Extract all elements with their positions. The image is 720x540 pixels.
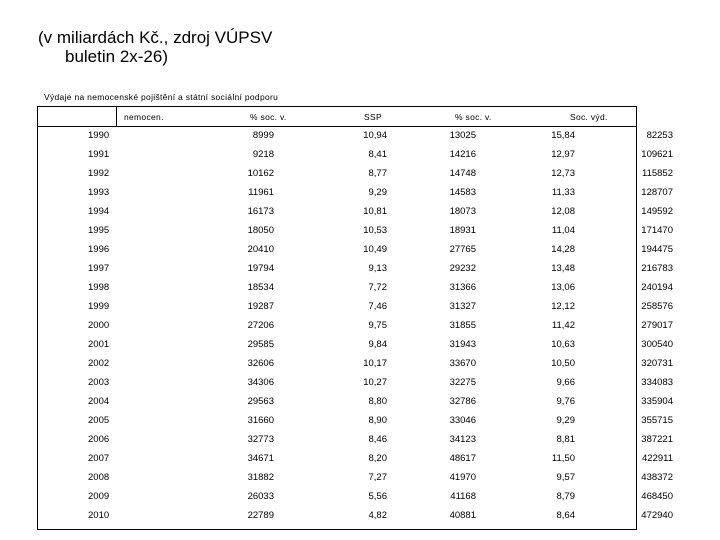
soc-vyd-cell: 82253 <box>646 130 673 141</box>
ssp-cell: 31327 <box>449 301 476 312</box>
column-header-soc-vyd: Soc. výd. <box>570 112 608 122</box>
table-row <box>38 316 673 335</box>
nemocen-cell: 32606 <box>247 358 274 369</box>
year-cell: 2007 <box>88 453 110 464</box>
table-row <box>38 449 673 468</box>
pct-soc-cell: 10,53 <box>363 225 387 236</box>
pct-soc-cell: 10,49 <box>363 244 387 255</box>
table-row <box>38 221 673 240</box>
pct-soc-ssp-cell: 9,76 <box>556 396 575 407</box>
pct-soc-ssp-cell: 12,12 <box>551 301 575 312</box>
pct-soc-cell: 8,77 <box>368 168 387 179</box>
table-row <box>38 278 673 297</box>
nemocen-cell: 18534 <box>247 282 274 293</box>
table-row <box>38 126 673 145</box>
pct-soc-ssp-cell: 9,29 <box>556 415 575 426</box>
nemocen-cell: 22789 <box>247 510 274 521</box>
pct-soc-ssp-cell: 11,04 <box>551 225 575 236</box>
data-table <box>37 106 673 530</box>
pct-soc-cell: 4,82 <box>368 510 387 521</box>
ssp-cell: 13025 <box>449 130 476 141</box>
ssp-cell: 18931 <box>449 225 476 236</box>
soc-vyd-cell: 216783 <box>641 263 673 274</box>
table-row <box>38 487 673 506</box>
year-cell: 2010 <box>88 510 110 521</box>
nemocen-cell: 32773 <box>247 434 274 445</box>
pct-soc-ssp-cell: 14,28 <box>551 244 575 255</box>
year-cell: 1992 <box>88 168 110 179</box>
column-header-ssp: SSP <box>364 112 382 122</box>
ssp-cell: 29232 <box>449 263 476 274</box>
pct-soc-cell: 5,56 <box>368 491 387 502</box>
heading-line-1: (v miliardách Kč., zdroj VÚPSV <box>38 28 273 47</box>
soc-vyd-cell: 194475 <box>641 244 673 255</box>
year-cell: 1997 <box>88 263 110 274</box>
table-row <box>38 240 673 259</box>
nemocen-cell: 16173 <box>247 206 274 217</box>
nemocen-cell: 29563 <box>247 396 274 407</box>
nemocen-cell: 20410 <box>247 244 274 255</box>
ssp-cell: 41168 <box>450 491 476 502</box>
pct-soc-ssp-cell: 8,79 <box>556 491 575 502</box>
table-row <box>38 373 673 392</box>
soc-vyd-cell: 149592 <box>641 206 673 217</box>
pct-soc-ssp-cell: 12,97 <box>551 149 575 160</box>
column-header-nemocen: nemocen. <box>124 112 164 122</box>
ssp-cell: 33046 <box>449 415 476 426</box>
ssp-cell: 32786 <box>449 396 476 407</box>
soc-vyd-cell: 387221 <box>641 434 673 445</box>
year-cell: 2005 <box>88 415 110 426</box>
pct-soc-cell: 8,46 <box>368 434 387 445</box>
pct-soc-cell: 10,81 <box>363 206 387 217</box>
pct-soc-ssp-cell: 15,84 <box>551 130 575 141</box>
year-cell: 1996 <box>88 244 110 255</box>
soc-vyd-cell: 334083 <box>641 377 673 388</box>
pct-soc-cell: 10,17 <box>363 358 387 369</box>
nemocen-cell: 29585 <box>247 339 274 350</box>
soc-vyd-cell: 128707 <box>641 187 673 198</box>
soc-vyd-cell: 355715 <box>641 415 673 426</box>
ssp-cell: 48617 <box>449 453 476 464</box>
year-cell: 2003 <box>88 377 110 388</box>
pct-soc-ssp-cell: 13,48 <box>551 263 575 274</box>
pct-soc-cell: 7,46 <box>368 301 387 312</box>
table-row <box>38 259 673 278</box>
nemocen-cell: 11961 <box>248 187 274 198</box>
ssp-cell: 14216 <box>449 149 476 160</box>
table-row <box>38 183 673 202</box>
year-cell: 1994 <box>88 206 110 217</box>
table-caption: Výdaje na nemocenské pojištění a státní sociální podporu <box>44 92 279 102</box>
nemocen-cell: 9218 <box>252 149 274 160</box>
soc-vyd-cell: 300540 <box>641 339 673 350</box>
pct-soc-cell: 9,13 <box>368 263 387 274</box>
pct-soc-cell: 9,29 <box>368 187 387 198</box>
table-row <box>38 392 673 411</box>
column-header-pct-2: % soc. v. <box>455 112 492 122</box>
pct-soc-ssp-cell: 11,42 <box>551 320 575 331</box>
pct-soc-ssp-cell: 9,57 <box>556 472 575 483</box>
ssp-cell: 14583 <box>449 187 476 198</box>
ssp-cell: 40881 <box>449 510 476 521</box>
year-cell: 1998 <box>88 282 110 293</box>
soc-vyd-cell: 171470 <box>641 225 673 236</box>
page-heading <box>38 28 272 66</box>
header-divider <box>116 107 117 126</box>
table-row <box>38 164 673 183</box>
table-row <box>38 202 673 221</box>
ssp-cell: 18073 <box>449 206 476 217</box>
soc-vyd-cell: 109621 <box>641 149 673 160</box>
year-cell: 2008 <box>88 472 110 483</box>
soc-vyd-cell: 422911 <box>642 453 673 464</box>
pct-soc-ssp-cell: 11,33 <box>551 187 575 198</box>
soc-vyd-cell: 240194 <box>641 282 673 293</box>
soc-vyd-cell: 320731 <box>641 358 673 369</box>
nemocen-cell: 31882 <box>247 472 274 483</box>
nemocen-cell: 26033 <box>247 491 274 502</box>
nemocen-cell: 19794 <box>247 263 274 274</box>
pct-soc-cell: 8,80 <box>368 396 387 407</box>
soc-vyd-cell: 115852 <box>642 168 673 179</box>
nemocen-cell: 19287 <box>247 301 274 312</box>
soc-vyd-cell: 258576 <box>641 301 673 312</box>
table-row <box>38 430 673 449</box>
table-row <box>38 506 673 525</box>
year-cell: 2002 <box>88 358 110 369</box>
ssp-cell: 31366 <box>449 282 476 293</box>
nemocen-cell: 10162 <box>247 168 274 179</box>
pct-soc-ssp-cell: 12,08 <box>551 206 575 217</box>
table-row <box>38 468 673 487</box>
year-cell: 2006 <box>88 434 110 445</box>
pct-soc-cell: 9,84 <box>368 339 387 350</box>
pct-soc-ssp-cell: 12,73 <box>551 168 575 179</box>
ssp-cell: 32275 <box>449 377 476 388</box>
soc-vyd-cell: 335904 <box>641 396 673 407</box>
table-row <box>38 335 673 354</box>
pct-soc-ssp-cell: 10,63 <box>551 339 575 350</box>
soc-vyd-cell: 468450 <box>641 491 673 502</box>
table-header-row <box>38 107 636 127</box>
year-cell: 1999 <box>88 301 110 312</box>
pct-soc-cell: 10,94 <box>363 130 387 141</box>
soc-vyd-cell: 279017 <box>641 320 673 331</box>
year-cell: 2000 <box>88 320 110 331</box>
year-cell: 2004 <box>88 396 110 407</box>
ssp-cell: 14748 <box>449 168 476 179</box>
year-cell: 2009 <box>88 491 110 502</box>
heading-line-2: buletin 2x-26) <box>65 47 169 66</box>
nemocen-cell: 34306 <box>247 377 274 388</box>
nemocen-cell: 31660 <box>247 415 274 426</box>
year-cell: 1991 <box>88 149 110 160</box>
nemocen-cell: 34671 <box>247 453 274 464</box>
ssp-cell: 31855 <box>449 320 476 331</box>
pct-soc-cell: 8,41 <box>368 149 387 160</box>
pct-soc-ssp-cell: 9,66 <box>556 377 575 388</box>
table-row <box>38 297 673 316</box>
pct-soc-cell: 7,27 <box>368 472 387 483</box>
soc-vyd-cell: 438372 <box>641 472 673 483</box>
table-row <box>38 354 673 373</box>
pct-soc-cell: 9,75 <box>368 320 387 331</box>
table-row <box>38 145 673 164</box>
ssp-cell: 31943 <box>449 339 476 350</box>
nemocen-cell: 27206 <box>247 320 274 331</box>
pct-soc-ssp-cell: 8,81 <box>556 434 575 445</box>
nemocen-cell: 18050 <box>247 225 274 236</box>
nemocen-cell: 8999 <box>252 130 274 141</box>
pct-soc-ssp-cell: 11,50 <box>551 453 575 464</box>
pct-soc-ssp-cell: 8,64 <box>556 510 575 521</box>
year-cell: 1993 <box>88 187 110 198</box>
year-cell: 1995 <box>88 225 110 236</box>
column-header-pct-1: % soc. v. <box>250 112 287 122</box>
ssp-cell: 34123 <box>449 434 476 445</box>
year-cell: 2001 <box>88 339 110 350</box>
ssp-cell: 41970 <box>449 472 476 483</box>
ssp-cell: 33670 <box>449 358 476 369</box>
soc-vyd-cell: 472940 <box>641 510 673 521</box>
ssp-cell: 27765 <box>449 244 476 255</box>
table-row <box>38 411 673 430</box>
pct-soc-cell: 8,20 <box>368 453 387 464</box>
pct-soc-cell: 10,27 <box>363 377 387 388</box>
pct-soc-cell: 7,72 <box>368 282 387 293</box>
year-cell: 1990 <box>88 130 110 141</box>
pct-soc-cell: 8,90 <box>368 415 387 426</box>
pct-soc-ssp-cell: 13,06 <box>551 282 575 293</box>
pct-soc-ssp-cell: 10,50 <box>551 358 575 369</box>
